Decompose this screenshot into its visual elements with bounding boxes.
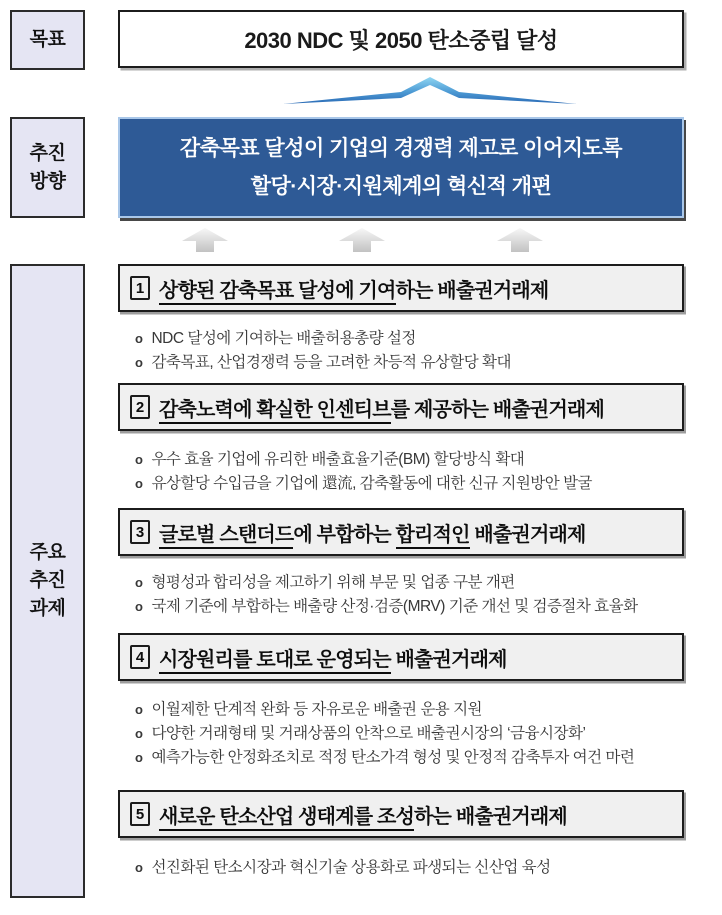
goal-title: 2030 NDC 및 2050 탄소중립 달성 [244,27,558,53]
task-title-part: 하는 배출권거래제 [414,805,567,828]
bullet-item [135,856,701,880]
direction-line: 할당·시장·지원체계의 혁신적 개편 [250,174,552,198]
task-number-badge: 5 [130,802,150,826]
task-title [159,800,567,829]
task-title-part: 하는 배출권거래제 [395,279,549,302]
bullet-marker: o [135,860,143,875]
task-title-part: 새로운 탄소산업 생태계를 조성 [159,806,414,831]
task-title-part: 합리적인 [396,524,470,549]
bullet-text: 이월제한 단계적 완화 등 자유로운 배출권 운용 지원 [151,701,483,718]
task-bullets-2 [135,448,701,496]
bullet-text: 우수 효율 기업에 유리한 배출효율기준(BM) 할당방식 확대 [151,451,525,468]
task-header-3 [118,508,684,556]
task-title-part: 를 제공하는 배출권거래제 [390,398,604,421]
bullet-marker: o [135,702,143,717]
bullet-item [135,746,701,770]
task-title [159,518,586,547]
bullet-text: 감축목표, 산업경쟁력 등을 고려한 차등적 유상할당 확대 [151,354,511,371]
direction-label-line: 추진 [29,142,66,164]
bullet-text: 선진화된 탄소시장과 혁신기술 상용화로 파생되는 신산업 육성 [151,859,551,876]
task-title-part: 배출권거래제 [469,523,586,546]
bullet-marker: o [135,599,143,614]
bullet-text: 형평성과 합리성을 제고하기 위해 부문 및 업종 구분 개편 [151,574,515,591]
bullet-text: 유상할당 수입금을 기업에 還流, 감축활동에 대한 신규 지원방안 발굴 [151,475,593,492]
bullet-item [135,472,701,496]
goal-label: 목표 [29,29,66,50]
bullet-text: NDC 달성에 기여하는 배출허용총량 설정 [151,330,416,347]
task-bullets-5 [135,856,701,880]
task-title [159,643,507,672]
task-title-part: 상향된 감축목표 달성에 기여 [159,280,396,305]
tasks-label-line: 과제 [29,598,66,619]
bullet-item [135,698,701,722]
tasks-label-line: 추진 [29,570,66,591]
direction-statement-box [118,117,684,218]
bullet-marker: o [135,750,143,765]
bullet-item [135,571,701,595]
task-title-part: 글로벌 스탠더드 [159,524,293,549]
task-bullets-4 [135,698,701,770]
task-number-badge: 4 [130,645,150,669]
up-arrow-icon [497,228,543,252]
goal-label-box [10,10,85,70]
tasks-label-line: 주요 [29,542,66,563]
bullet-marker: o [135,452,143,467]
task-title [159,393,604,422]
up-arrow-icon [182,228,228,252]
up-arrow-icon [339,228,385,252]
task-header-2 [118,383,684,431]
task-number-badge: 2 [130,395,150,419]
task-title [159,274,548,303]
task-header-4 [118,633,684,681]
goal-title-box [118,10,684,68]
bullet-text: 국제 기준에 부합하는 배출량 산정·검증(MRV) 기준 개선 및 검증절차 효율화 [151,598,638,615]
bullet-marker: o [135,331,143,346]
bullet-item [135,448,701,472]
bullet-item [135,595,701,619]
bullet-item [135,722,701,746]
task-number-badge: 3 [130,520,150,544]
task-title-part: 감축노력에 확실한 인센티브 [159,399,391,424]
task-number-badge: 1 [130,276,150,300]
bullet-text: 다양한 거래형태 및 거래상품의 안착으로 배출권시장의 ‘금융시장화’ [151,725,586,742]
direction-label-box [10,117,85,218]
swoosh-up-arrow-icon [283,76,577,106]
task-header-1 [118,264,684,312]
bullet-marker: o [135,476,143,491]
bullet-marker: o [135,726,143,741]
bullet-marker: o [135,355,143,370]
direction-label-line: 방향 [29,170,66,192]
direction-line: 감축목표 달성이 기업의 경쟁력 제고로 이어지도록 [179,136,623,160]
bullet-marker: o [135,575,143,590]
bullet-text: 예측가능한 안정화조치로 적정 탄소가격 형성 및 안정적 감축투자 여건 마련 [151,749,635,766]
task-title-part: 배출권거래제 [390,648,507,671]
bullet-item [135,327,701,351]
task-title-part: 에 부합하는 [293,523,396,546]
tasks-label-box [10,264,85,898]
task-bullets-1 [135,327,701,375]
task-bullets-3 [135,571,701,619]
task-title-part: 시장원리를 토대로 운영되는 [159,649,391,674]
bullet-item [135,351,701,375]
task-header-5 [118,790,684,838]
